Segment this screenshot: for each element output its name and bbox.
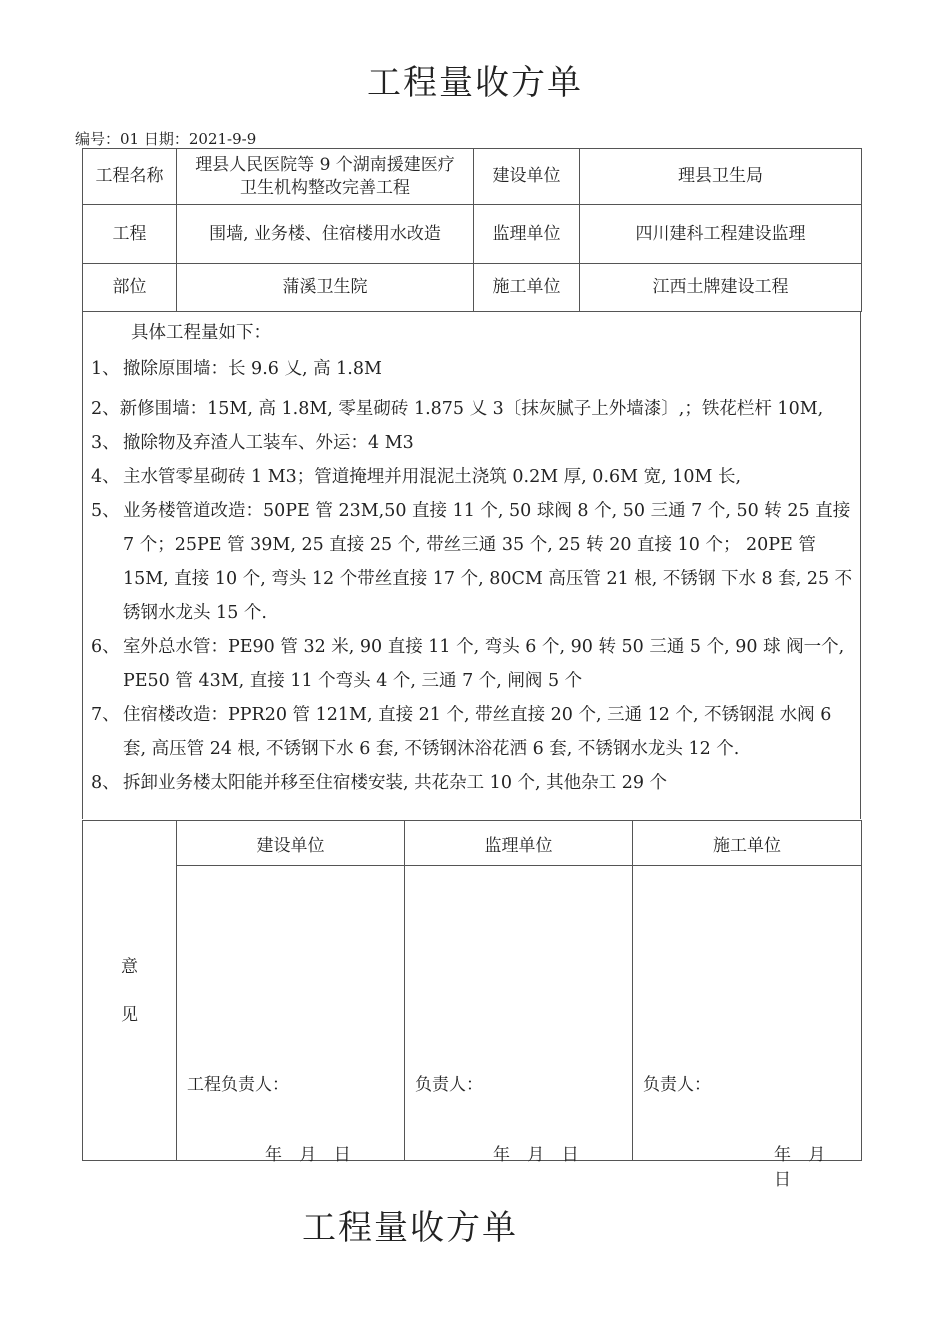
- opinion-label: [83, 821, 177, 1161]
- label-project-name: 工程名称: [83, 149, 177, 205]
- signature-cell-supervision: [405, 866, 633, 1165]
- item-text: 撤除物及弃渣人工装车、外运：4 M3: [123, 433, 414, 453]
- work-item-3: [83, 426, 860, 460]
- item-number: 3、: [91, 433, 120, 453]
- label-project: 工程: [83, 205, 177, 264]
- person-in-charge-label: 负责人：: [643, 1075, 711, 1095]
- work-item-6: [83, 630, 860, 698]
- work-item-2: [83, 392, 860, 426]
- item-number: 8、: [91, 773, 120, 793]
- work-item-7: [83, 698, 860, 766]
- item-number: 5、: [91, 501, 120, 521]
- info-row-project-name: [83, 149, 862, 205]
- value-contractor: 江西土牌建设工程: [580, 264, 862, 312]
- label-contractor: 施工单位: [474, 264, 580, 312]
- date-label: 年 月 日: [774, 1145, 832, 1190]
- value-supervision-unit: 四川建科工程建设监理: [580, 205, 862, 264]
- item-text: 撤除原围墙：长 9.6 乂, 高 1.8M: [123, 359, 382, 379]
- item-text: 室外总水管：PE90 管 32 米, 90 直接 11 个, 弯头 6 个, 90 转 50 三通 5 个, 90 球 阀一个, PE50 管 43M, 直接 11 个弯头 4 个, 三通 7 个, 闸阀 5 个: [123, 637, 845, 691]
- opinion-char-2: 见: [121, 1004, 138, 1025]
- info-row-project: [83, 205, 862, 264]
- person-in-charge-label: 负责人：: [415, 1075, 483, 1095]
- item-number: 6、: [91, 637, 120, 657]
- item-number: 1、: [91, 359, 120, 379]
- label-supervision-unit: 监理单位: [474, 205, 580, 264]
- opinion-signature-row: [83, 866, 862, 1161]
- item-text: 主水管零星砌砖 1 M3；管道掩埋并用混泥土浇筑 0.2M 厚, 0.6M 宽, 10M 长,: [123, 467, 742, 487]
- person-in-charge-label: 工程负责人：: [187, 1075, 289, 1095]
- header-construction-unit: 建设单位: [177, 821, 405, 866]
- header-supervision-unit: 监理单位: [405, 821, 633, 866]
- label-location: 部位: [83, 264, 177, 312]
- item-number: 2、: [91, 399, 120, 419]
- label-construction-unit: 建设单位: [474, 149, 580, 205]
- item-number: 7、: [91, 705, 120, 725]
- work-item-1: [83, 352, 860, 386]
- date-label: 年 月 日: [265, 1145, 357, 1165]
- work-item-4: [83, 460, 860, 494]
- value-location: 蒲溪卫生院: [177, 264, 474, 312]
- value-construction-unit: 理县卫生局: [580, 149, 862, 205]
- item-text: 业务楼管道改造：50PE 管 23M,50 直接 11 个, 50 球阀 8 个, 50 三通 7 个, 50 转 25 直接 7 个；25PE 管 39M, 25 直接 25 个, 带丝三通 35 个, 25 转 20 直接 10 个； 20PE 管 15M, 直接 10 个, 弯头 12 个带丝直接 17 个, 80CM 高压管 21 根, 不锈钢 下水 8 套, 25 不锈钢水龙头 15 个.: [123, 501, 853, 623]
- signature-cell-construction: [177, 866, 405, 1165]
- opinion-char-1: 意: [121, 956, 138, 977]
- work-item-5: [83, 494, 860, 630]
- work-item-8: [83, 766, 860, 800]
- item-text: 新修围墙：15M, 高 1.8M, 零星砌砖 1.875 乂 3〔抹灰腻子上外墙漆〕,；铁花栏杆 10M,: [119, 399, 824, 419]
- content-lead: 具体工程量如下：: [131, 323, 271, 343]
- signature-cell-contractor: [633, 866, 862, 1190]
- opinion-signature-table: [82, 820, 862, 1190]
- header-contractor: 施工单位: [633, 821, 862, 866]
- document-number-date: 编号：01 日期：2021-9-9: [75, 130, 257, 148]
- work-quantity-content: [82, 311, 861, 819]
- item-text: 住宿楼改造：PPR20 管 121M, 直接 21 个, 带丝直接 20 个, 三通 12 个, 不锈钢混 水阀 6 套, 高压管 24 根, 不锈钢下水 6 套, 不锈钢沐浴花洒 6 套, 不锈钢水龙头 12 个.: [123, 705, 832, 759]
- value-project: 围墙, 业务楼、住宿楼用水改造: [177, 205, 474, 264]
- item-number: 4、: [91, 467, 120, 487]
- project-info-table: [82, 148, 862, 312]
- page-title-repeat: 工程量收方单: [302, 1208, 518, 1248]
- date-label: 年 月 日: [493, 1145, 585, 1165]
- item-text: 拆卸业务楼太阳能并移至住宿楼安装, 共花杂工 10 个, 其他杂工 29 个: [123, 773, 668, 793]
- info-row-location: [83, 264, 862, 312]
- value-project-name: 理县人民医院等 9 个湖南援建医疗卫生机构整改完善工程: [177, 149, 474, 205]
- opinion-header-row: [83, 821, 862, 866]
- page-title: 工程量收方单: [367, 63, 583, 103]
